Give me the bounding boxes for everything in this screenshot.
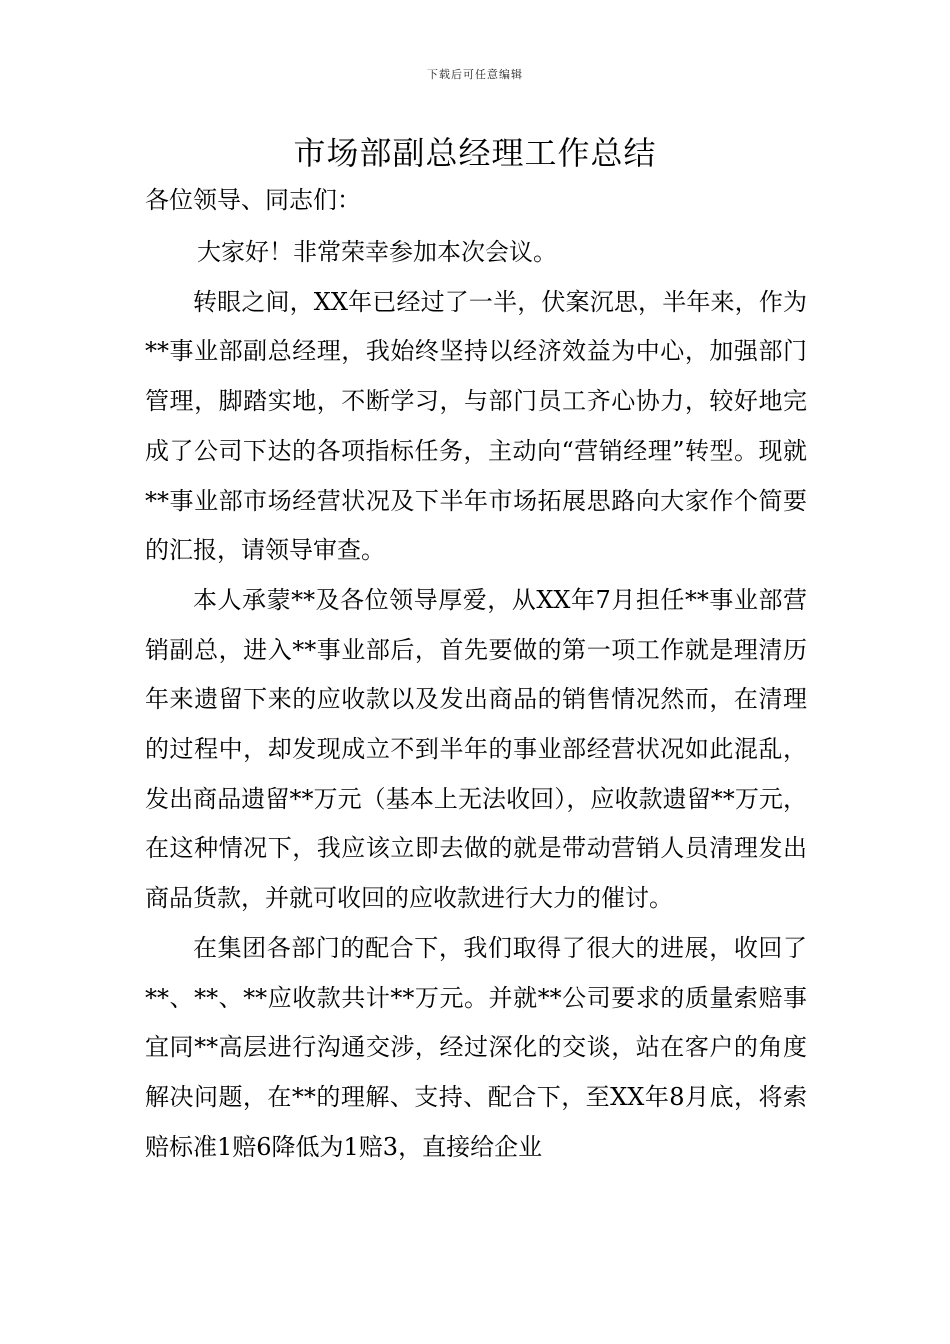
page-header-note: 下载后可任意编辑 [427, 68, 523, 81]
salutation: 各位领导、同志们： [145, 186, 361, 214]
paragraph-receivables: 本人承蒙**及各位领导厚爱，从XX年7月担任**事业部营销副总，进入**事业部后，首先要做的第一项工作就是理清历年来遗留下来的应收款以及发出商品的销售情况然而，在清理的过程中，却发现成立不到半年的事业部经营状况如此混乱，发出商品遗留**万元（基本上无法收回），应收款遗留**万元，在这种情况下，我应该立即去做的就是带动营销人员清理发出商品货款，并就可收回的应收款进行大力的催讨。 [145, 585, 807, 913]
document-body [145, 228, 807, 1172]
paragraph-greeting: 大家好！非常荣幸参加本次会议。 [197, 238, 557, 266]
document-title: 市场部副总经理工作总结 [293, 134, 657, 172]
paragraph-progress: 在集团各部门的配合下，我们取得了很大的进展，收回了**、**、**应收款共计**万元。并就**公司要求的质量索赔事宜同**高层进行沟通交涉，经过深化的交谈，站在客户的角度解决问题，在**的理解、支持、配合下，至XX年8月底，将索赔标准1赔6降低为1赔3，直接给企业 [145, 933, 807, 1161]
paragraph-overview: 转眼之间，XX年已经过了一半，伏案沉思，半年来，作为**事业部副总经理，我始终坚持以经济效益为中心，加强部门管理，脚踏实地，不断学习，与部门员工齐心协力，较好地完成了公司下达的各项指标任务，主动向“营销经理”转型。现就**事业部市场经营状况及下半年市场拓展思路向大家作个简要的汇报，请领导审查。 [145, 287, 807, 565]
